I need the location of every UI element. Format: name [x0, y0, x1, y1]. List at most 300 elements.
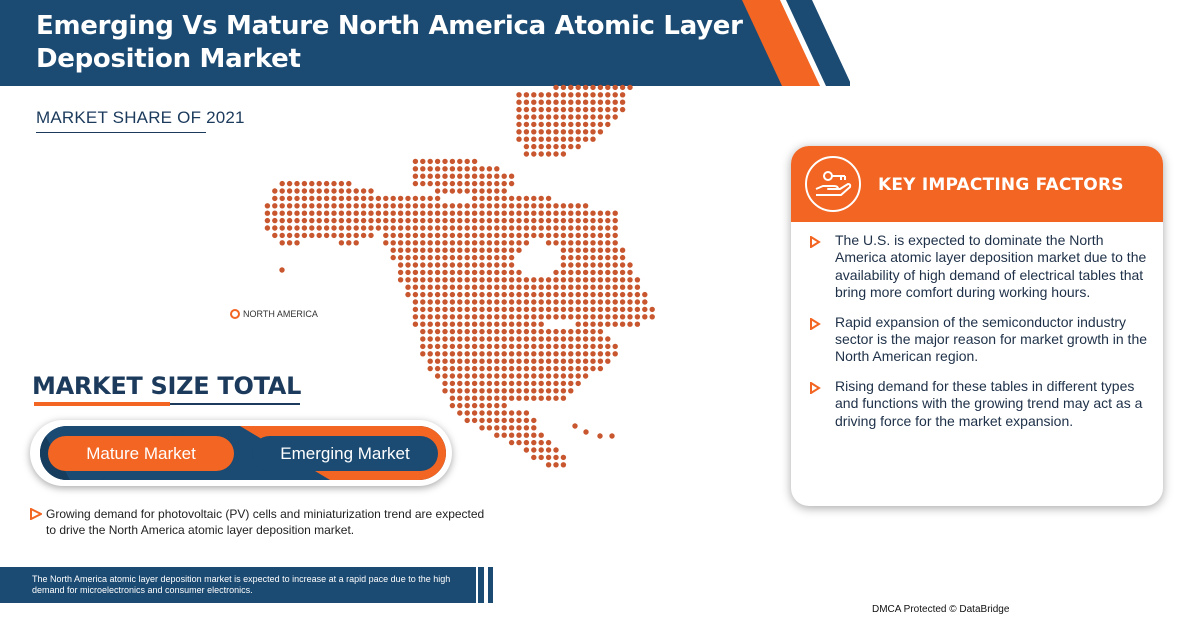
map-dot	[568, 285, 573, 290]
map-dot	[590, 240, 595, 245]
map-dot	[561, 292, 566, 297]
map-dot	[605, 107, 610, 112]
map-dot	[502, 314, 507, 319]
map-dot	[516, 129, 521, 134]
map-dot	[568, 248, 573, 253]
map-dot	[590, 285, 595, 290]
map-dot	[502, 188, 507, 193]
map-dot	[590, 233, 595, 238]
map-dot	[516, 277, 521, 282]
map-dot	[450, 203, 455, 208]
map-dot	[450, 181, 455, 186]
map-dot	[494, 255, 499, 260]
map-dot	[465, 181, 470, 186]
map-dot	[428, 336, 433, 341]
map-dot	[516, 218, 521, 223]
map-dot	[457, 351, 462, 356]
map-dot	[435, 196, 440, 201]
map-dot	[539, 107, 544, 112]
map-dot	[576, 203, 581, 208]
map-dot	[346, 188, 351, 193]
map-dot	[605, 322, 610, 327]
map-dot	[613, 255, 618, 260]
map-dot	[339, 181, 344, 186]
map-dot	[472, 188, 477, 193]
map-dot	[413, 277, 418, 282]
map-dot	[568, 351, 573, 356]
map-dot	[598, 85, 603, 90]
map-dot	[509, 388, 514, 393]
map-dot	[294, 211, 299, 216]
map-dot	[598, 255, 603, 260]
map-dot	[590, 85, 595, 90]
map-dot	[568, 100, 573, 105]
map-dot	[627, 270, 632, 275]
map-dot	[502, 299, 507, 304]
map-dot	[472, 225, 477, 230]
map-dot	[598, 248, 603, 253]
map-dot	[516, 92, 521, 97]
map-dot	[502, 181, 507, 186]
map-dot	[339, 233, 344, 238]
map-dot	[509, 329, 514, 334]
map-dot	[494, 233, 499, 238]
map-dot	[391, 218, 396, 223]
map-dot	[442, 262, 447, 267]
map-dot	[272, 211, 277, 216]
map-dot	[354, 225, 359, 230]
map-dot	[635, 314, 640, 319]
map-dot	[546, 329, 551, 334]
map-dot	[502, 425, 507, 430]
map-dot	[428, 351, 433, 356]
map-dot	[605, 344, 610, 349]
map-dot	[531, 114, 536, 119]
map-dot	[450, 329, 455, 334]
map-dot	[627, 314, 632, 319]
map-dot	[420, 240, 425, 245]
map-dot	[435, 307, 440, 312]
map-dot	[553, 114, 558, 119]
map-dot	[524, 418, 529, 423]
map-dot	[376, 203, 381, 208]
map-dot	[583, 299, 588, 304]
map-dot	[494, 336, 499, 341]
map-dot	[457, 203, 462, 208]
map-dot	[553, 455, 558, 460]
map-dot	[613, 285, 618, 290]
map-dot	[428, 285, 433, 290]
map-dot	[442, 336, 447, 341]
map-dot	[531, 277, 536, 282]
map-dot	[590, 299, 595, 304]
map-dot	[398, 240, 403, 245]
map-dot	[509, 440, 514, 445]
map-dot	[583, 248, 588, 253]
map-dot	[583, 211, 588, 216]
map-dot	[561, 137, 566, 142]
map-dot	[309, 196, 314, 201]
map-dot	[479, 307, 484, 312]
map-dot	[524, 285, 529, 290]
map-dot	[346, 196, 351, 201]
map-dot	[605, 292, 610, 297]
map-dot	[546, 203, 551, 208]
map-dot	[516, 366, 521, 371]
map-dot	[346, 233, 351, 238]
map-dot	[568, 255, 573, 260]
map-dot	[531, 225, 536, 230]
map-dot	[568, 366, 573, 371]
map-dot	[479, 314, 484, 319]
map-dot	[487, 329, 492, 334]
map-dot	[546, 277, 551, 282]
map-dot	[539, 433, 544, 438]
map-dot	[398, 203, 403, 208]
map-dot	[428, 292, 433, 297]
map-dot	[479, 425, 484, 430]
map-dot	[487, 292, 492, 297]
map-dot	[561, 85, 566, 90]
map-dot	[479, 396, 484, 401]
map-dot	[568, 85, 573, 90]
map-dot	[502, 196, 507, 201]
map-dot	[472, 248, 477, 253]
map-dot	[465, 344, 470, 349]
list-item	[809, 378, 1149, 430]
map-dot	[442, 351, 447, 356]
map-dot	[553, 299, 558, 304]
map-dot	[531, 122, 536, 127]
map-dot	[568, 292, 573, 297]
map-dot	[561, 211, 566, 216]
map-dot	[509, 285, 514, 290]
map-dot	[509, 277, 514, 282]
map-dot	[502, 240, 507, 245]
map-dot	[339, 203, 344, 208]
map-dot	[609, 433, 614, 438]
map-dot	[590, 314, 595, 319]
map-dot	[324, 188, 329, 193]
map-dot	[605, 240, 610, 245]
map-dot	[561, 351, 566, 356]
map-dot	[590, 277, 595, 282]
map-dot	[561, 262, 566, 267]
map-dot	[553, 388, 558, 393]
map-dot	[568, 144, 573, 149]
map-dot	[531, 151, 536, 156]
map-dot	[317, 218, 322, 223]
map-dot	[561, 270, 566, 275]
map-dot	[405, 225, 410, 230]
map-dot	[531, 196, 536, 201]
map-dot	[420, 166, 425, 171]
map-dot	[465, 248, 470, 253]
map-dot	[553, 107, 558, 112]
map-dot	[561, 122, 566, 127]
map-dot	[620, 92, 625, 97]
map-dot	[620, 314, 625, 319]
map-dot	[502, 388, 507, 393]
map-dot	[576, 122, 581, 127]
map-dot	[553, 129, 558, 134]
map-dot	[553, 314, 558, 319]
map-dot	[502, 233, 507, 238]
map-dot	[516, 396, 521, 401]
map-dot	[502, 262, 507, 267]
map-dot	[472, 307, 477, 312]
map-dot	[546, 100, 551, 105]
map-dot	[613, 262, 618, 267]
map-dot	[524, 218, 529, 223]
map-dot	[428, 196, 433, 201]
map-dot	[502, 351, 507, 356]
map-dot	[509, 433, 514, 438]
map-dot	[583, 285, 588, 290]
map-dot	[605, 85, 610, 90]
map-dot	[472, 329, 477, 334]
map-dot	[590, 211, 595, 216]
map-dot	[509, 314, 514, 319]
map-dot	[524, 322, 529, 327]
map-dot	[568, 381, 573, 386]
map-dot	[442, 381, 447, 386]
mature-market-button[interactable]: Mature Market	[48, 436, 234, 471]
map-dot	[516, 285, 521, 290]
map-dot	[435, 299, 440, 304]
map-dot	[553, 137, 558, 142]
map-dot	[583, 277, 588, 282]
map-dot	[324, 225, 329, 230]
map-dot	[516, 225, 521, 230]
map-dot	[442, 299, 447, 304]
map-dot	[265, 218, 270, 223]
map-dot	[516, 322, 521, 327]
map-dot	[576, 144, 581, 149]
map-dot	[502, 248, 507, 253]
map-dot	[597, 433, 602, 438]
map-dot	[450, 255, 455, 260]
map-dot	[398, 211, 403, 216]
map-dot	[339, 218, 344, 223]
map-dot	[450, 240, 455, 245]
map-dot	[442, 174, 447, 179]
map-dot	[479, 329, 484, 334]
map-dot	[346, 225, 351, 230]
map-dot	[487, 381, 492, 386]
map-dot	[598, 359, 603, 364]
map-dot	[583, 366, 588, 371]
map-dot	[472, 381, 477, 386]
map-dot	[576, 381, 581, 386]
map-dot	[553, 366, 558, 371]
map-dot	[561, 92, 566, 97]
map-dot	[420, 211, 425, 216]
map-dot	[487, 366, 492, 371]
map-dot	[472, 285, 477, 290]
map-dot	[576, 137, 581, 142]
map-dot	[509, 174, 514, 179]
map-dot	[635, 292, 640, 297]
map-dot	[524, 396, 529, 401]
map-dot	[561, 388, 566, 393]
map-dot	[398, 262, 403, 267]
map-dot	[546, 137, 551, 142]
map-dot	[583, 429, 588, 434]
map-dot	[457, 396, 462, 401]
map-dot	[590, 292, 595, 297]
map-dot	[479, 366, 484, 371]
map-dot	[502, 344, 507, 349]
map-dot	[420, 299, 425, 304]
bullet-arrow-icon	[809, 236, 821, 248]
map-dot	[465, 203, 470, 208]
map-dot	[627, 292, 632, 297]
map-dot	[472, 277, 477, 282]
map-dot	[568, 233, 573, 238]
map-dot	[487, 196, 492, 201]
map-dot	[561, 336, 566, 341]
bullet-arrow-icon	[809, 318, 821, 330]
map-dot	[280, 240, 285, 245]
map-dot	[487, 425, 492, 430]
map-dot	[324, 211, 329, 216]
map-dot	[524, 336, 529, 341]
map-dot	[539, 307, 544, 312]
map-dot	[576, 329, 581, 334]
map-dot	[442, 211, 447, 216]
map-dot	[531, 433, 536, 438]
map-dot	[598, 285, 603, 290]
map-dot	[457, 410, 462, 415]
map-dot	[516, 107, 521, 112]
map-dot	[539, 137, 544, 142]
factor-text: Rising demand for these tables in different types and functions with the growing trend may act as a driving force for the market expansion.	[835, 377, 1143, 429]
map-dot	[561, 285, 566, 290]
map-dot	[494, 433, 499, 438]
map-dot	[442, 285, 447, 290]
map-dot	[494, 314, 499, 319]
map-dot	[583, 107, 588, 112]
map-dot	[590, 248, 595, 253]
map-dot	[605, 307, 610, 312]
map-dot	[280, 196, 285, 201]
map-dot	[420, 218, 425, 223]
map-dot	[553, 373, 558, 378]
map-dot	[324, 196, 329, 201]
map-dot	[546, 211, 551, 216]
map-dot	[524, 151, 529, 156]
map-dot	[553, 277, 558, 282]
map-dot	[494, 322, 499, 327]
map-dot	[465, 410, 470, 415]
map-dot	[479, 240, 484, 245]
map-dot	[494, 381, 499, 386]
map-dot	[487, 240, 492, 245]
map-dot	[287, 225, 292, 230]
map-dot	[553, 336, 558, 341]
map-dot	[494, 285, 499, 290]
map-dot	[420, 262, 425, 267]
map-dot	[590, 129, 595, 134]
map-dot	[465, 329, 470, 334]
map-dot	[583, 85, 588, 90]
map-dot	[598, 211, 603, 216]
map-dot	[568, 203, 573, 208]
map-dot	[553, 292, 558, 297]
map-dot	[583, 92, 588, 97]
map-dot	[605, 314, 610, 319]
map-dot	[294, 218, 299, 223]
map-dot	[442, 329, 447, 334]
map-dot	[509, 218, 514, 223]
map-dot	[583, 329, 588, 334]
map-dot	[354, 218, 359, 223]
map-dot	[472, 211, 477, 216]
map-dot	[442, 248, 447, 253]
map-dot	[331, 218, 336, 223]
map-dot	[509, 255, 514, 260]
map-dot	[509, 270, 514, 275]
map-dot	[465, 262, 470, 267]
map-dot	[265, 225, 270, 230]
map-dot	[494, 248, 499, 253]
map-dot	[435, 181, 440, 186]
map-dot	[598, 92, 603, 97]
map-dot	[590, 329, 595, 334]
map-dot	[368, 203, 373, 208]
map-dot	[442, 181, 447, 186]
map-dot	[331, 188, 336, 193]
map-dot	[576, 277, 581, 282]
map-dot	[383, 225, 388, 230]
map-dot	[568, 388, 573, 393]
map-dot	[546, 233, 551, 238]
map-dot	[472, 166, 477, 171]
map-dot	[576, 314, 581, 319]
map-dot	[502, 174, 507, 179]
map-dot	[590, 336, 595, 341]
map-dot	[553, 359, 558, 364]
map-dot	[524, 196, 529, 201]
map-dot	[531, 388, 536, 393]
map-dot	[583, 344, 588, 349]
map-dot	[539, 373, 544, 378]
map-dot	[620, 100, 625, 105]
map-dot	[531, 292, 536, 297]
map-dot	[531, 100, 536, 105]
map-dot	[635, 307, 640, 312]
map-dot	[539, 203, 544, 208]
map-dot	[398, 270, 403, 275]
map-dot	[280, 233, 285, 238]
map-dot	[620, 248, 625, 253]
emerging-market-button[interactable]: Emerging Market	[252, 436, 438, 471]
map-dot	[546, 351, 551, 356]
map-dot	[413, 262, 418, 267]
map-dot	[568, 218, 573, 223]
map-dot	[420, 344, 425, 349]
map-dot	[553, 270, 558, 275]
map-dot	[561, 381, 566, 386]
map-dot	[620, 285, 625, 290]
map-dot	[590, 122, 595, 127]
map-dot	[479, 270, 484, 275]
map-legend-label: NORTH AMERICA	[243, 309, 318, 319]
map-dot	[605, 285, 610, 290]
map-dot	[583, 114, 588, 119]
map-dot	[583, 373, 588, 378]
